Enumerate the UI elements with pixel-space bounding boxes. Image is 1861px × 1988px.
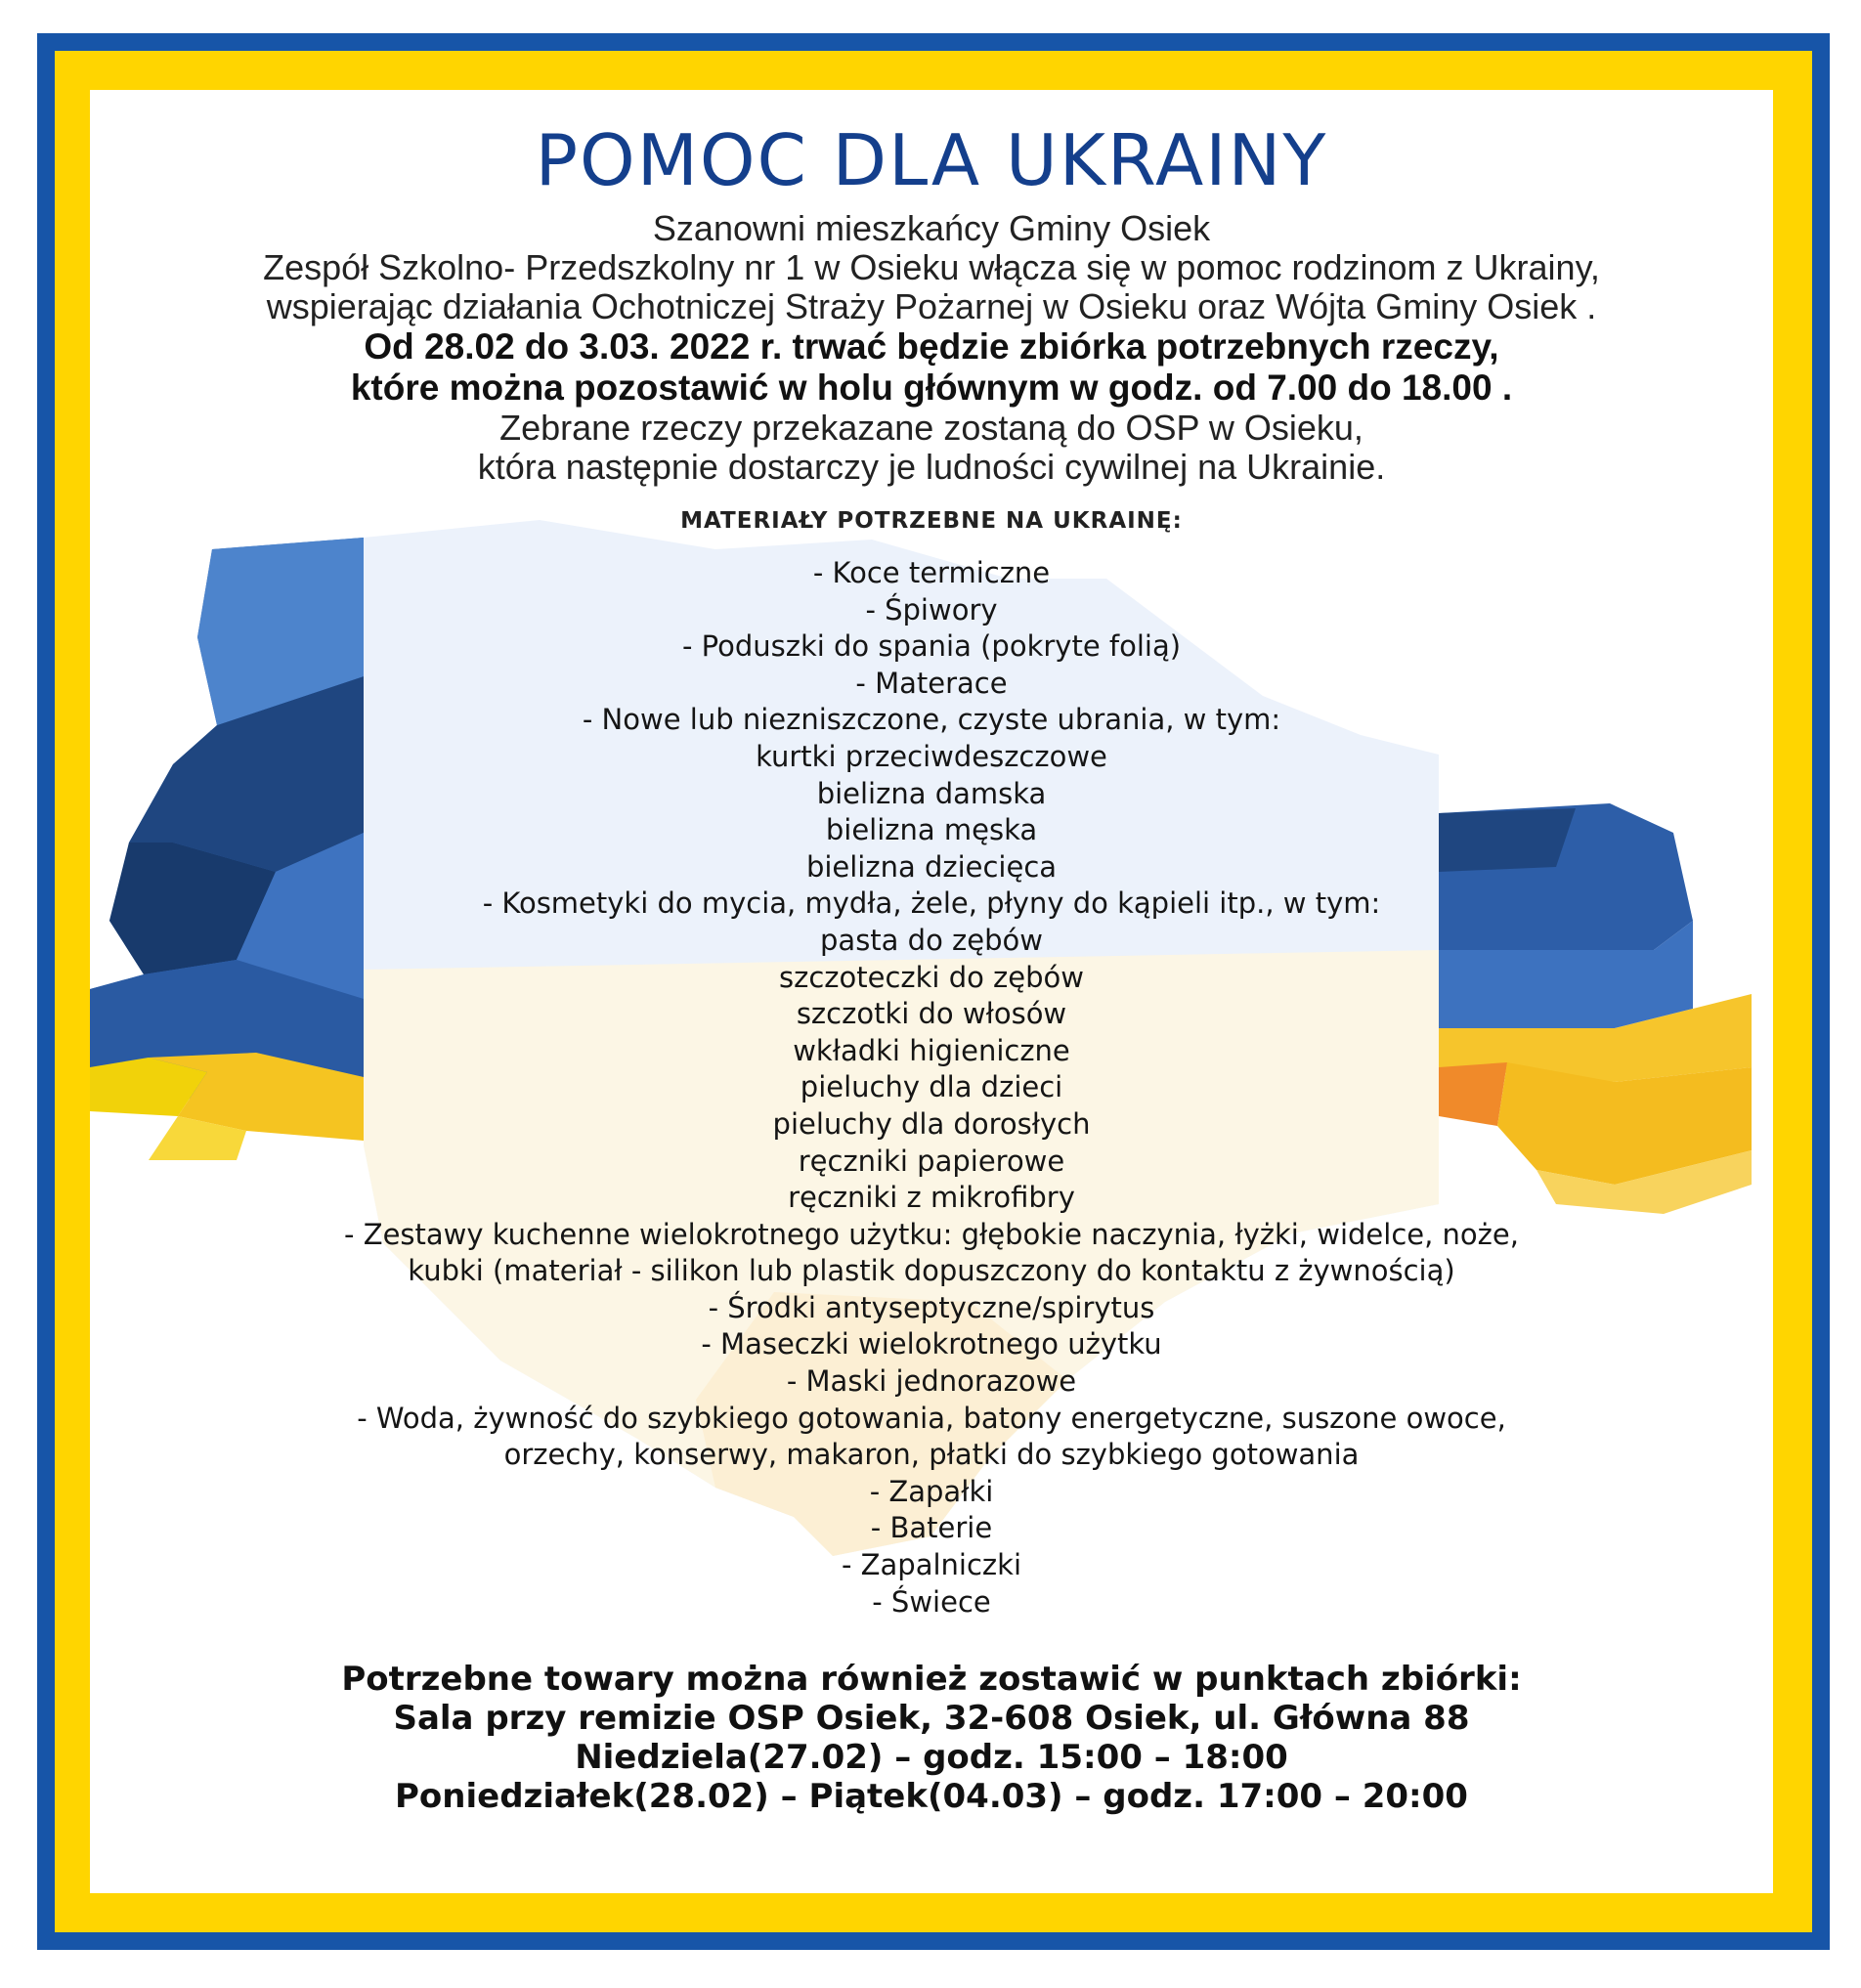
list-item: - Zapałki <box>869 1474 994 1508</box>
materials-list <box>90 555 1773 1621</box>
intro-line: która następnie dostarczy je ludności cywilnej na Ukrainie. <box>477 447 1386 487</box>
list-item: - Środki antyseptyczne/spirytus <box>708 1290 1155 1324</box>
list-item: - Materace <box>855 666 1008 700</box>
list-item: wkładki higieniczne <box>793 1033 1070 1067</box>
collection-points <box>90 1660 1773 1816</box>
poster-content <box>90 90 1773 1816</box>
list-item: szczoteczki do zębów <box>779 960 1084 994</box>
intro-line: Zebrane rzeczy przekazane zostaną do OSP w Osieku, <box>499 408 1363 448</box>
intro-text <box>90 209 1773 487</box>
list-item: szczotki do włosów <box>796 997 1067 1031</box>
list-item: - Świece <box>872 1584 991 1619</box>
page-title: POMOC DLA UKRAINY <box>535 119 1328 201</box>
list-item: bielizna damska <box>816 776 1047 810</box>
intro-line: Zespół Szkolno- Przedszkolny nr 1 w Osieku włącza się w pomoc rodzinom z Ukrainy, <box>263 247 1600 287</box>
collection-address: Sala przy remizie OSP Osiek, 32-608 Osiek, ul. Główna 88 <box>393 1699 1470 1739</box>
list-item: pieluchy dla dzieci <box>800 1070 1063 1104</box>
intro-line-greeting: Szanowni mieszkańcy Gminy Osiek <box>652 208 1211 248</box>
list-item: bielizna dziecięca <box>805 849 1058 884</box>
list-item: - Maseczki wielokrotnego użytku <box>701 1327 1162 1361</box>
intro-hours-line: które można pozostawić w holu głównym w godz. od 7.00 do 18.00 . <box>350 367 1513 408</box>
collection-weekday-hours: Poniedziałek(28.02) – Piątek(04.03) – godz. 17:00 – 20:00 <box>395 1777 1468 1817</box>
list-item: - Woda, żywność do szybkiego gotowania, batony energetyczne, suszone owoce, <box>357 1401 1506 1435</box>
intro-line: wspierając działania Ochotniczej Straży Pożarnej w Osieku oraz Wójta Gminy Osiek . <box>266 286 1597 326</box>
list-item: ręczniki papierowe <box>798 1144 1065 1178</box>
list-item: - Nowe lub niezniszczone, czyste ubrania, w tym: <box>582 703 1281 737</box>
list-item: kurtki przeciwdeszczowe <box>756 739 1107 773</box>
intro-dates-line: Od 28.02 do 3.03. 2022 r. trwać będzie zbiórka potrzebnych rzeczy, <box>364 326 1499 367</box>
list-item: - Zapalniczki <box>841 1548 1021 1582</box>
list-item: - Poduszki do spania (pokryte folią) <box>681 629 1182 664</box>
list-item: orzechy, konserwy, makaron, płatki do szybkiego gotowania <box>503 1438 1360 1472</box>
list-item: bielizna męska <box>825 813 1038 847</box>
collection-sunday-hours: Niedziela(27.02) – godz. 15:00 – 18:00 <box>575 1738 1288 1778</box>
list-item: - Baterie <box>870 1511 993 1545</box>
list-item: pasta do zębów <box>820 923 1043 957</box>
list-item: kubki (materiał - silikon lub plastik dopuszczony do kontaktu z żywnością) <box>408 1254 1455 1288</box>
list-item: ręczniki z mikrofibry <box>788 1181 1075 1215</box>
materials-heading: MATERIAŁY POTRZEBNE NA UKRAINĘ: <box>680 508 1183 534</box>
list-item: pieluchy dla dorosłych <box>772 1106 1091 1141</box>
list-item: - Kosmetyki do mycia, mydła, żele, płyny do kąpieli itp., w tym: <box>482 886 1381 921</box>
list-item: - Zestawy kuchenne wielokrotnego użytku: głębokie naczynia, łyżki, widelce, noże, <box>344 1217 1519 1251</box>
list-item: - Maski jednorazowe <box>786 1364 1077 1399</box>
list-item: - Koce termiczne <box>812 556 1051 589</box>
collection-line: Potrzebne towary można również zostawić w punktach zbiórki: <box>341 1660 1522 1700</box>
list-item: - Śpiwory <box>865 592 998 627</box>
